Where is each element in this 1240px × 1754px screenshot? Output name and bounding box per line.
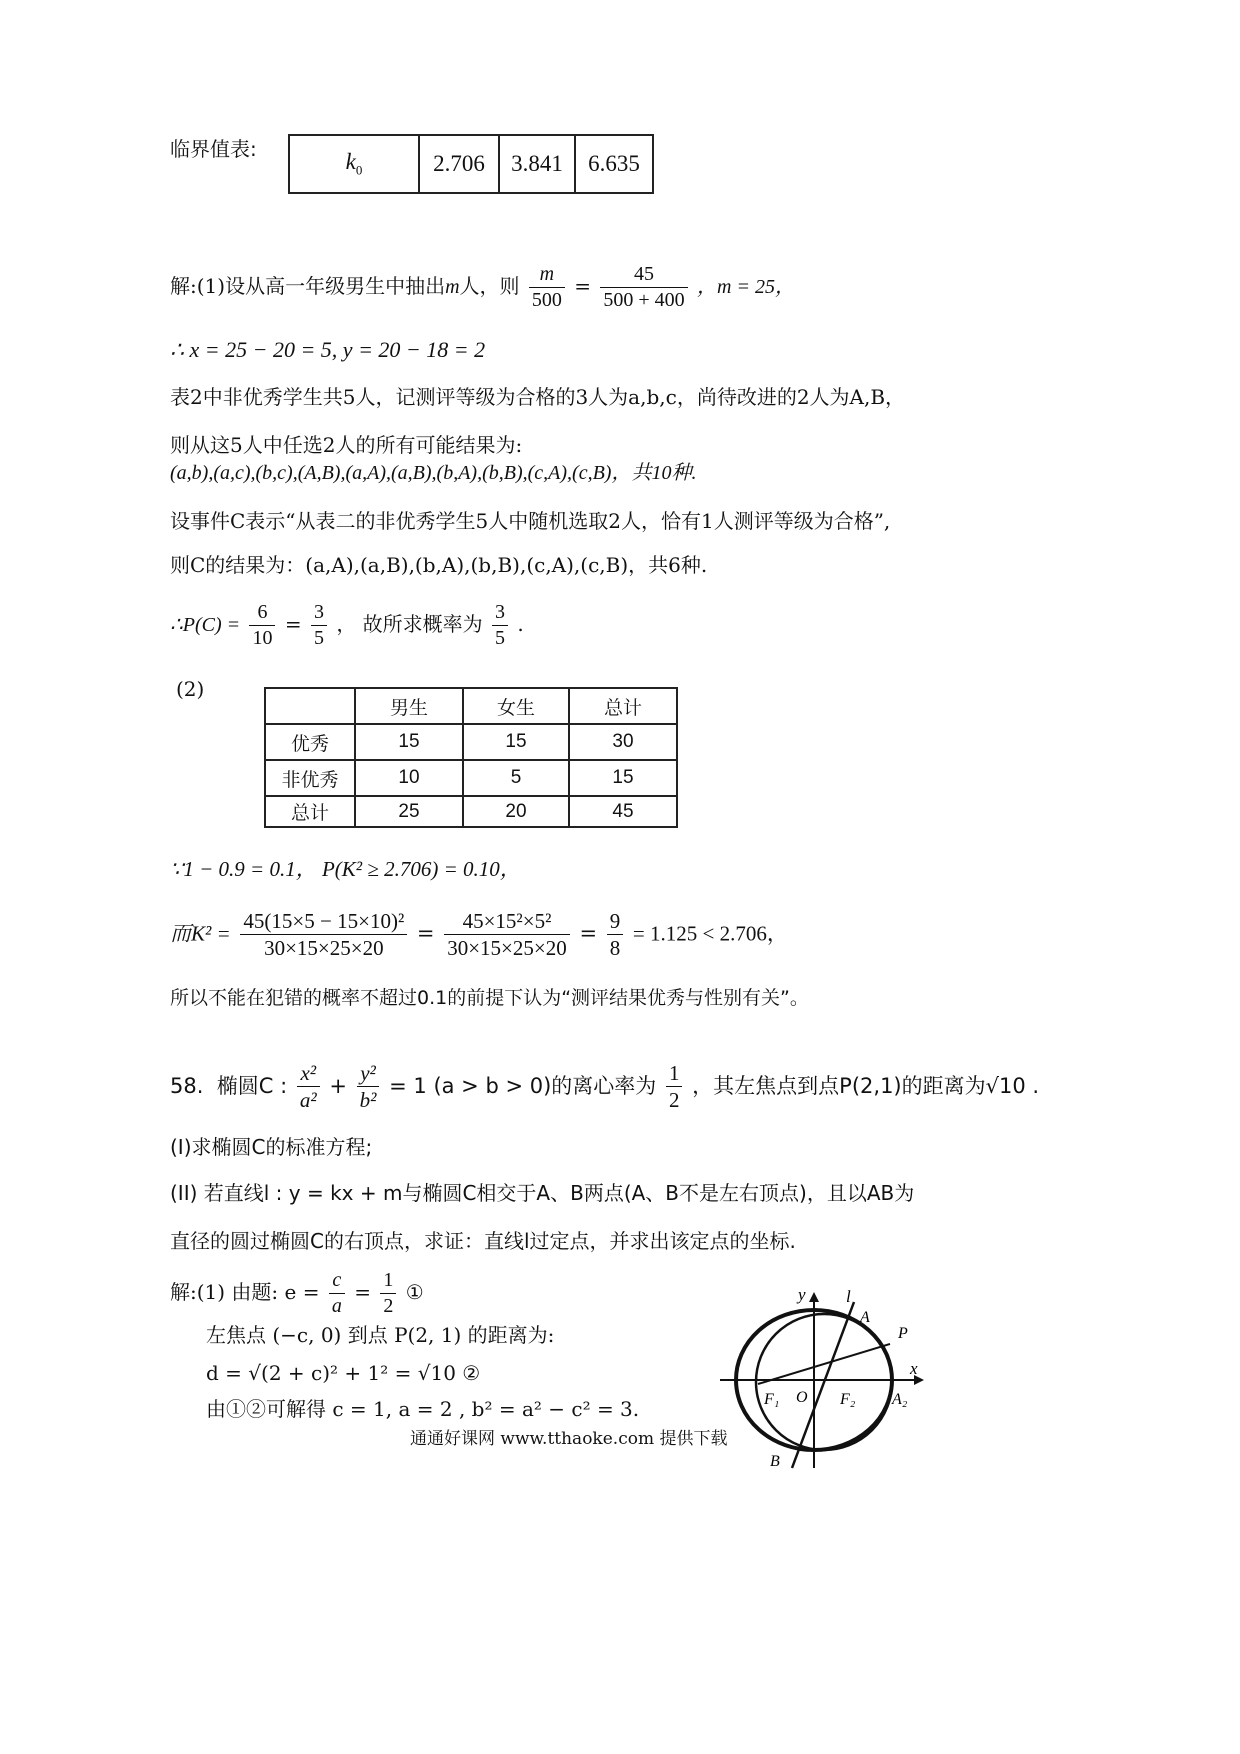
critical-value-table: [288, 134, 654, 194]
critical-table-label: 临界值表:: [170, 137, 257, 161]
critical-header-cell: $k_0$: [289, 135, 419, 193]
table-row: [265, 760, 677, 796]
problem-58-question-1: (I)求椭圆C的标准方程;: [170, 1135, 373, 1159]
table-cell: 15: [355, 724, 463, 760]
table-cell: 优秀: [265, 724, 355, 760]
label-b: B: [770, 1453, 780, 1470]
label-a2: A₂: [892, 1391, 908, 1408]
solution58-line-2: 左焦点 (−c, 0) 到点 P(2, 1) 的距离为:: [206, 1323, 555, 1347]
label-l: l: [846, 1287, 851, 1306]
ellipse-figure: [718, 1286, 930, 1472]
table-row: [265, 796, 677, 827]
k-squared-formula: 而K² = $\frac{\text{45(15×5 − 15×10)²}}{30\times 15\times 25\times 20}$ = $\frac{\text{45×15²×5²}}{30\times 15\times 25\times 20}$ = $\frac{9}{8}$ = 1.125 < 2.706，: [170, 909, 788, 961]
contingency-table: [264, 687, 678, 828]
problem-58-question-2-cont: 直径的圆过椭圆C的右顶点，求证：直线l过定点，并求出该定点的坐标.: [170, 1229, 796, 1253]
table-cell: 25: [355, 796, 463, 827]
page-footer: 通通好课网 www.tthaoke.com 提供下载: [410, 1429, 728, 1449]
table-cell: 女生: [463, 688, 569, 724]
part2-conclusion: 所以不能在犯错的概率不超过0.1的前提下认为“测评结果优秀与性别有关”。: [170, 987, 809, 1009]
label-a: A: [860, 1309, 870, 1326]
solution-line-3: 表2中非优秀学生共5人，记测评等级为合格的3人为a,b,c，尚待改进的2人为A,B，: [170, 385, 906, 409]
critical-value-cell: 3.841: [499, 135, 575, 193]
line-f1-p: [758, 1344, 890, 1384]
label-y: y: [798, 1286, 806, 1304]
critical-value-cell: 2.706: [419, 135, 499, 193]
label-f2: F₂: [840, 1391, 856, 1408]
solution-line-4: 则从这5人中任选2人的所有可能结果为:: [170, 433, 523, 457]
table-cell: 男生: [355, 688, 463, 724]
solution58-line-1: 解:(1) 由题: e = $\frac{c}{a}$ = $\frac{1}{2}$ ①: [170, 1269, 424, 1317]
table-cell: 15: [569, 760, 677, 796]
label-x: x: [910, 1359, 918, 1378]
critical-value-cell: 6.635: [575, 135, 653, 193]
label-p: P: [898, 1325, 908, 1342]
table-cell: 15: [463, 724, 569, 760]
problem-58-statement: 58. 椭圆C : $\frac{\text{x²}}{\text{a²}}$ + $\frac{\text{y²}}{\text{b²}}$ = 1 (a > b > 0)的离心率为 $\frac{1}{2}$ ，其左焦点到点P(2,1)的距离为√10 .: [170, 1061, 1040, 1113]
table-cell: 30: [569, 724, 677, 760]
table-cell: 10: [355, 760, 463, 796]
solution-line-6: 设事件C表示“从表二的非优秀学生5人中随机选取2人，恰有1人测评等级为合格”,: [170, 509, 891, 533]
table-cell: [265, 688, 355, 724]
solution58-line-4: 由①②可解得 c = 1, a = 2 , b² = a² − c² = 3.: [206, 1397, 640, 1421]
label-f1: F₁: [764, 1391, 780, 1408]
solution-line-1: 解:(1)设从高一年级男生中抽出m人，则 $\frac{m}{500}$ = $\frac{45}{500 + 400}$ ，m = 25，: [170, 263, 795, 311]
table-cell: 非优秀: [265, 760, 355, 796]
problem-58-question-2: (II) 若直线l : y = kx + m与椭圆C相交于A、B两点(A、B不是左右顶点)，且以AB为: [170, 1181, 915, 1205]
label-o: O: [796, 1389, 808, 1406]
y-axis-arrow: [809, 1292, 819, 1302]
table-row: [265, 724, 677, 760]
part2-line-1: ∵1 − 0.9 = 0.1， P(K² ≥ 2.706) = 0.10，: [170, 857, 521, 881]
table-cell: 总计: [265, 796, 355, 827]
solution-line-5: (a,b),(a,c),(b,c),(A,B),(a,A),(a,B),(b,A),(b,B),(c,A),(c,B)，共10种.: [170, 462, 697, 484]
table-cell: 5: [463, 760, 569, 796]
solution58-line-3: d = √(2 + c)² + 1² = √10 ②: [206, 1361, 481, 1385]
solution-line-8: ∴P(C) = $\frac{6}{10}$ = $\frac{3}{5}$ ， 故所求概率为 $\frac{3}{5}$ .: [170, 601, 524, 649]
table-header-row: [265, 688, 677, 724]
solution-line-7: 则C的结果为：(a,A),(a,B),(b,A),(b,B),(c,A),(c,B)，共6种.: [170, 553, 708, 577]
table-cell: 总计: [569, 688, 677, 724]
table-cell: 45: [569, 796, 677, 827]
part2-label: (2): [176, 677, 205, 701]
solution-line-2: ∴ x = 25 − 20 = 5, y = 20 − 18 = 2: [170, 337, 486, 362]
table-cell: 20: [463, 796, 569, 827]
